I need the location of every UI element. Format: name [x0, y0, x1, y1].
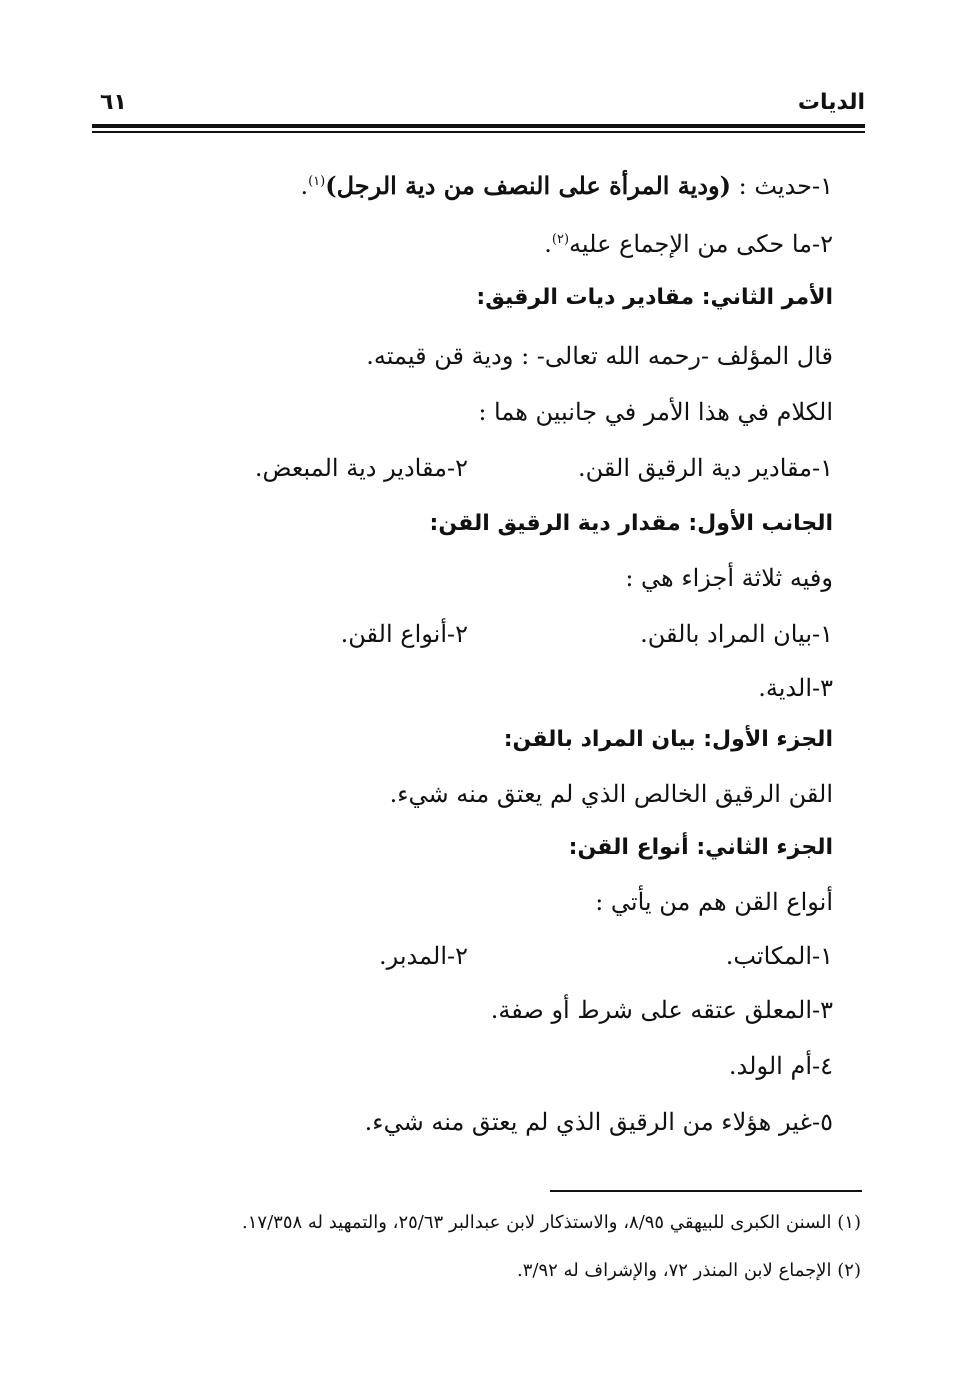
list-item-others: ٥-غير هؤلاء من الرقيق الذي لم يعتق منه شيء. — [364, 1108, 833, 1136]
page-number: ٦١ — [100, 90, 127, 115]
list-item: ١-مقادير دية الرقيق القن. — [577, 454, 833, 482]
page-header — [92, 90, 865, 120]
footnote-1: (١) السنن الكبرى للبيهقي ٨/٩٥، والاستذكار لابن عبدالبر ٢٥/٦٣، والتمهيد له ١٧/٣٥٨. — [242, 1212, 861, 1233]
chapter-title: الديات — [797, 90, 865, 115]
list-item-diya: ٣-الدية. — [758, 674, 833, 702]
list-item-umm-walad: ٤-أم الولد. — [728, 1052, 833, 1080]
footnote-2: (٢) الإجماع لابن المنذر ٧٢، والإشراف له ٣/٩٢. — [517, 1260, 861, 1281]
list-item: ١-بيان المراد بالقن. — [640, 620, 833, 648]
ijma-text: ٢-ما حكى من الإجماع عليه — [569, 230, 833, 258]
list-item: ٢-المدبر. — [378, 942, 468, 970]
paragraph-three-parts: وفيه ثلاثة أجزاء هي : — [625, 564, 833, 592]
ijma-line: ٢-ما حكى من الإجماع عليه$^{(٢)}$. — [544, 230, 833, 258]
list-item-conditional: ٣-المعلق عتقه على شرط أو صفة. — [490, 996, 833, 1024]
section-heading-4: الجزء الثاني: أنواع القن: — [568, 835, 833, 860]
author-quote: قال المؤلف -رحمه الله تعالى- : ودية قن قيمته. — [366, 342, 833, 370]
two-column-list-1 — [100, 448, 833, 488]
definition-paragraph: القن الرقيق الخالص الذي لم يعتق منه شيء. — [389, 780, 833, 808]
section-heading-2: الجانب الأول: مقدار دية الرقيق القن: — [429, 511, 833, 536]
two-column-list-3 — [100, 936, 833, 976]
header-rule-thick — [92, 124, 865, 128]
header-rule-thin — [92, 131, 865, 133]
types-intro: أنواع القن هم من يأتي : — [595, 888, 833, 916]
hadith-line: ١-حديث : (ودية المرأة على النصف من دية الرجل)$^{(١)}$. — [300, 171, 833, 200]
footnote-ref-2: (٢) — [551, 232, 570, 247]
list-item: ١-المكاتب. — [725, 942, 833, 970]
footnote-separator — [550, 1190, 862, 1192]
hadith-prefix: ١-حديث : — [730, 172, 833, 200]
list-item: ٢-مقادير دية المبعض. — [254, 454, 468, 482]
paragraph-two-sides: الكلام في هذا الأمر في جانبين هما : — [478, 398, 833, 426]
hadith-quote: (ودية المرأة على النصف من دية الرجل) — [325, 171, 731, 200]
section-heading-1: الأمر الثاني: مقادير ديات الرقيق: — [476, 285, 833, 310]
two-column-list-2 — [100, 614, 833, 654]
section-heading-3: الجزء الأول: بيان المراد بالقن: — [503, 727, 833, 752]
list-item: ٢-أنواع القن. — [340, 620, 468, 648]
footnote-ref-1: (١) — [308, 174, 326, 189]
